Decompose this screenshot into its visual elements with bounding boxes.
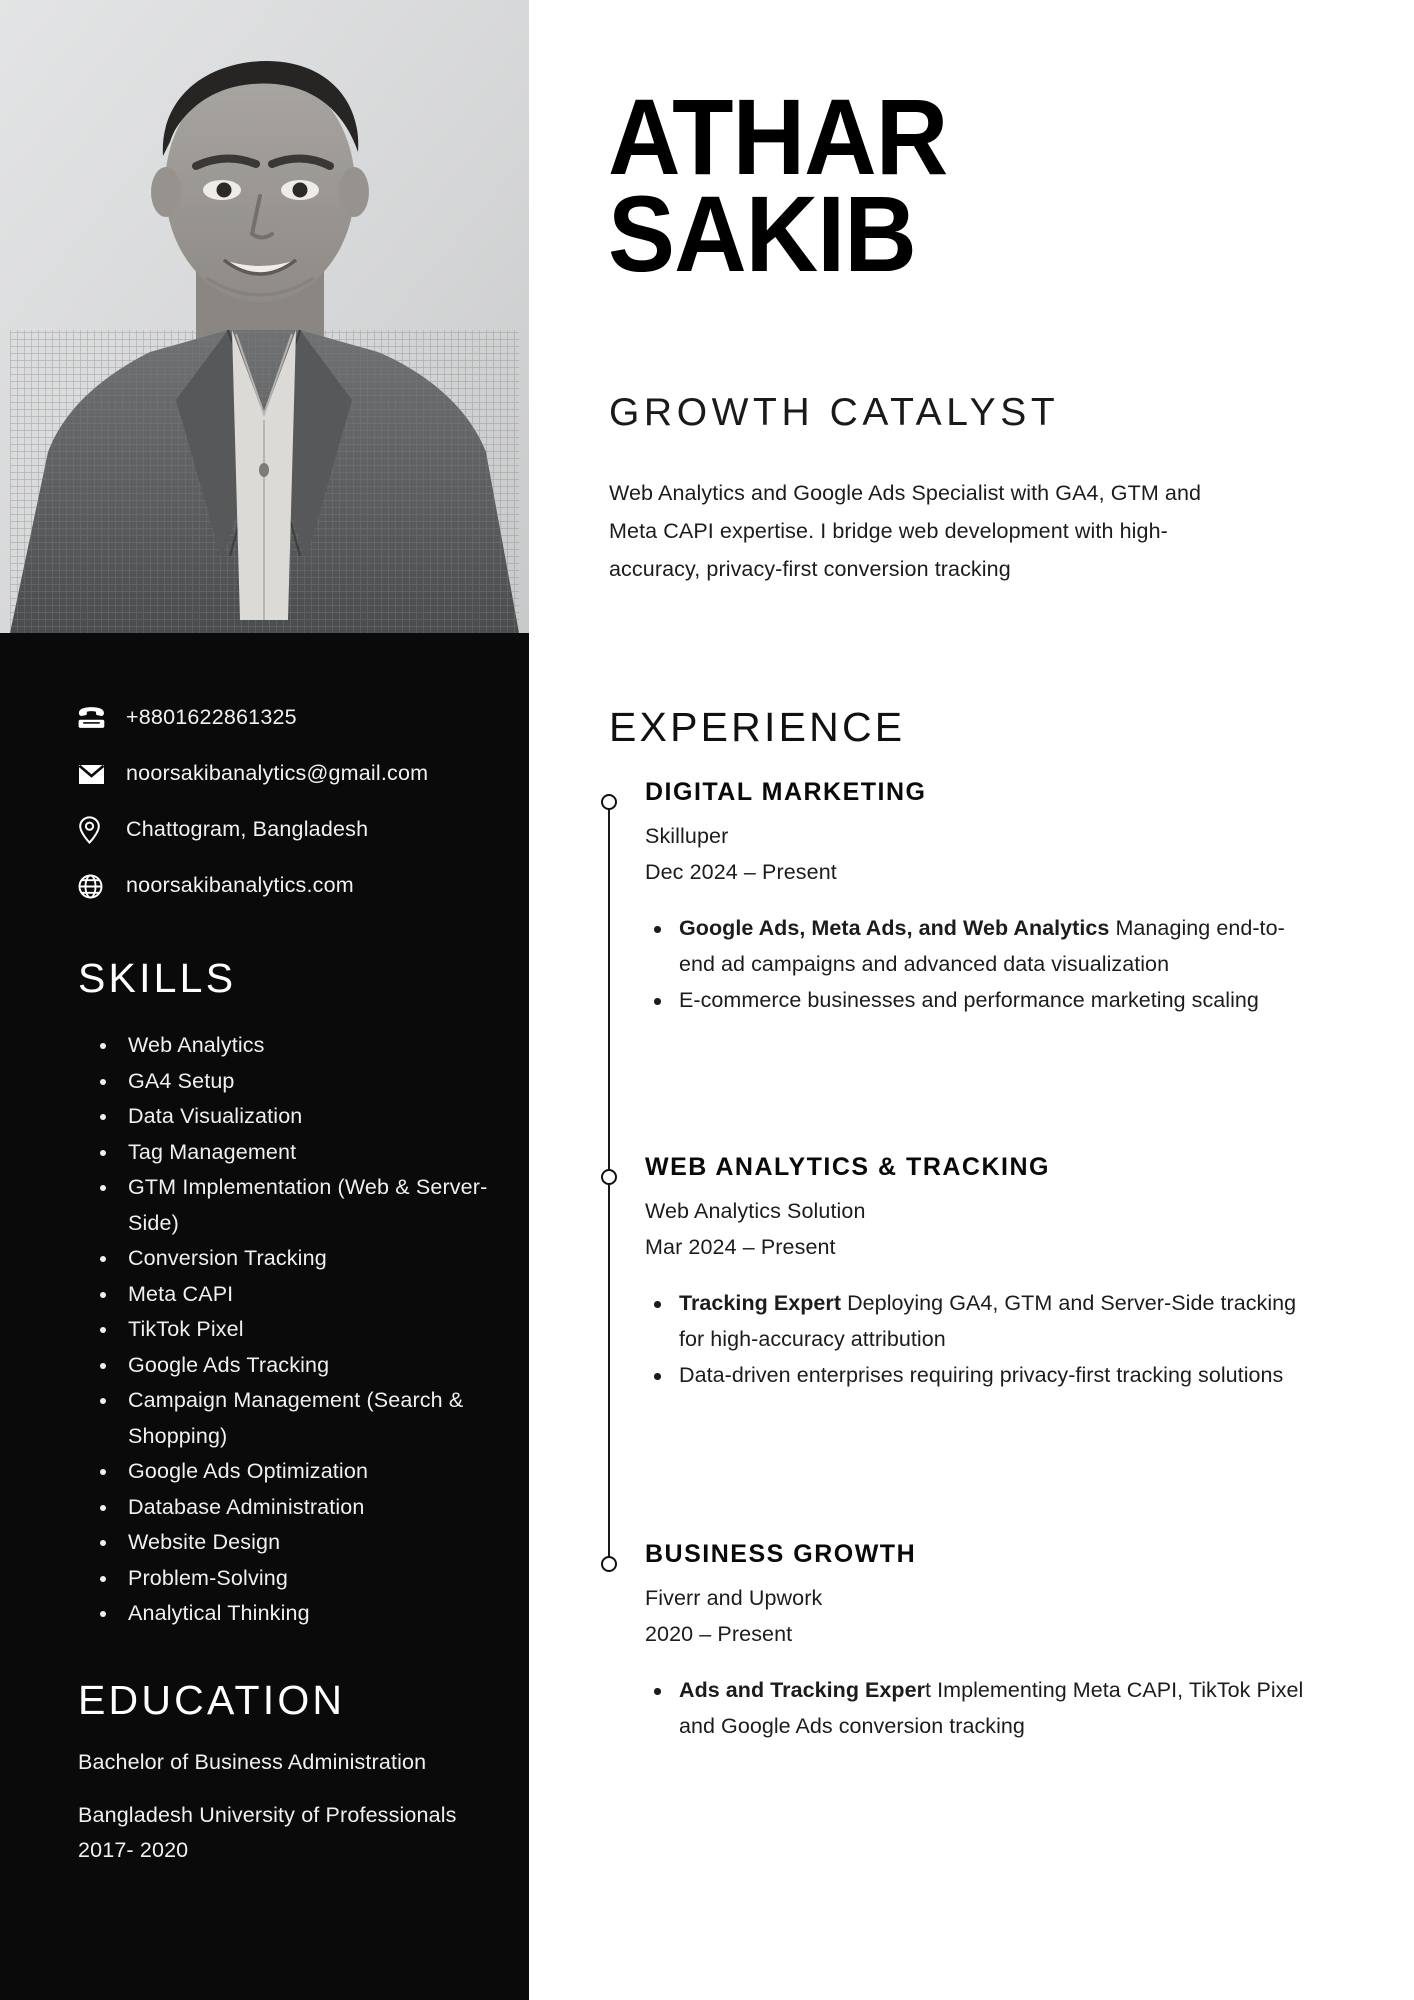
- skills-heading: SKILLS: [78, 955, 237, 1001]
- list-item: TikTok Pixel: [96, 1312, 516, 1348]
- job-title: GROWTH CATALYST: [609, 391, 1060, 434]
- list-item: Analytical Thinking: [96, 1596, 516, 1632]
- experience-bullets: [645, 1673, 1305, 1744]
- list-item: Website Design: [96, 1525, 516, 1561]
- portrait-photo-icon: [0, 0, 529, 633]
- experience-entry: [645, 1153, 1305, 1395]
- list-item: Database Administration: [96, 1490, 516, 1526]
- bullet-lead: Tracking Expert: [679, 1291, 842, 1315]
- education-school: Bangladesh University of Professionals: [78, 1803, 457, 1827]
- education-heading: EDUCATION: [78, 1677, 346, 1723]
- experience-role: DIGITAL MARKETING: [645, 778, 927, 806]
- list-item: Conversion Tracking: [96, 1241, 516, 1277]
- phone-icon: [78, 705, 112, 731]
- experience-entry: [645, 1540, 1305, 1745]
- list-item: Meta CAPI: [96, 1277, 516, 1313]
- experience-bullets: [645, 911, 1305, 1019]
- bullet-rest: E-commerce businesses and performance marketing scaling: [679, 988, 1259, 1012]
- experience-role: WEB ANALYTICS & TRACKING: [645, 1153, 1050, 1181]
- experience-heading: EXPERIENCE: [609, 704, 906, 750]
- list-item: [645, 1286, 1305, 1357]
- experience-dates: Dec 2024 – Present: [645, 860, 837, 884]
- main-content: [529, 0, 1414, 2000]
- list-item: Tag Management: [96, 1135, 516, 1171]
- list-item: Google Ads Tracking: [96, 1348, 516, 1384]
- sidebar: [0, 0, 529, 2000]
- bullet-rest: Managing end-to-end ad campaigns and advanced data visualization: [679, 916, 1285, 976]
- bullet-lead: Google Ads, Meta Ads, and Web Analytics: [679, 916, 1110, 940]
- bullet-rest: t Implementing Meta CAPI, TikTok Pixel and Google Ads conversion tracking: [679, 1678, 1304, 1738]
- experience-bullets: [645, 1286, 1305, 1394]
- bullet-rest: Data-driven enterprises requiring privacy-first tracking solutions: [679, 1363, 1284, 1387]
- name-last: SAKIB: [608, 173, 916, 294]
- timeline-dot: [601, 794, 617, 810]
- experience-dates: 2020 – Present: [645, 1622, 793, 1646]
- experience-entry: [645, 778, 1305, 1020]
- timeline-dot: [601, 1556, 617, 1572]
- email-value: noorsakibanalytics@gmail.com: [126, 761, 429, 786]
- list-item: Campaign Management (Search & Shopping): [96, 1383, 516, 1454]
- email-icon: [78, 761, 112, 787]
- profile-photo: [0, 0, 529, 633]
- list-item: [645, 983, 1305, 1019]
- list-item: GA4 Setup: [96, 1064, 516, 1100]
- contact-item-location[interactable]: [78, 817, 518, 843]
- location-value: Chattogram, Bangladesh: [126, 817, 369, 842]
- bullet-rest: Deploying GA4, GTM and Server-Side tracking for high-accuracy attribution: [679, 1291, 1297, 1351]
- experience-company: Skilluper: [645, 824, 729, 848]
- website-icon: [78, 873, 112, 899]
- education-degree: Bachelor of Business Administration: [78, 1750, 427, 1774]
- contact-item-email[interactable]: [78, 761, 518, 787]
- contact-item-website[interactable]: [78, 873, 518, 899]
- contact-list: [78, 705, 518, 929]
- education-degree-block: [78, 1745, 508, 1780]
- skills-list: [96, 1028, 516, 1632]
- list-item: Data Visualization: [96, 1099, 516, 1135]
- timeline-dot: [601, 1169, 617, 1185]
- phone-value: +8801622861325: [126, 705, 297, 730]
- experience-company: Fiverr and Upwork: [645, 1586, 823, 1610]
- contact-item-phone[interactable]: [78, 705, 518, 731]
- list-item: [645, 1358, 1305, 1394]
- bullet-lead: Ads and Tracking Exper: [679, 1678, 926, 1702]
- list-item: GTM Implementation (Web & Server-Side): [96, 1170, 516, 1241]
- list-item: Problem-Solving: [96, 1561, 516, 1597]
- experience-dates: Mar 2024 – Present: [645, 1235, 836, 1259]
- list-item: Google Ads Optimization: [96, 1454, 516, 1490]
- experience-company: Web Analytics Solution: [645, 1199, 866, 1223]
- list-item: [645, 911, 1305, 982]
- education-years: 2017- 2020: [78, 1838, 189, 1862]
- location-icon: [78, 817, 112, 843]
- name-first: ATHAR: [608, 76, 948, 197]
- page-title: [608, 76, 1368, 294]
- list-item: Web Analytics: [96, 1028, 516, 1064]
- profile-summary: Web Analytics and Google Ads Specialist with GA4, GTM and Meta CAPI expertise. I bridge web development with high-accuracy, privacy-first conversion tracking: [609, 481, 1202, 581]
- website-value: noorsakibanalytics.com: [126, 873, 354, 898]
- education-school-block: [78, 1798, 508, 1868]
- list-item: [645, 1673, 1305, 1744]
- experience-role: BUSINESS GROWTH: [645, 1540, 917, 1568]
